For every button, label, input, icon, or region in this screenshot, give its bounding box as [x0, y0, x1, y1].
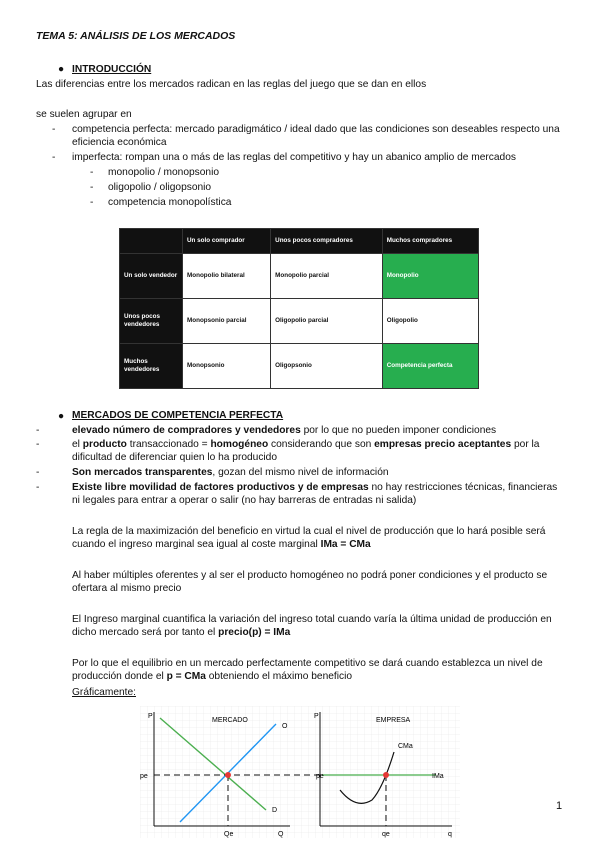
left-qe-label: Qe [224, 831, 234, 838]
section-heading-introduccion: INTRODUCCIÓN [72, 64, 152, 75]
table-row-header: Un solo vendedor [120, 254, 183, 299]
table-header-row [120, 229, 479, 254]
text: La regla de la maximización del beneficio en virtud la cual el nivel de producción que lo hará posible será cuando el ingreso marginal sea igual al coste marginal [72, 526, 546, 551]
page-title: TEMA 5: ANÁLISIS DE LOS MERCADOS [36, 30, 236, 42]
table-cell: Oligopsonio [271, 344, 383, 389]
table-cell: Monopsonio parcial [183, 299, 271, 344]
text: , gozan del mismo nivel de información [212, 467, 389, 478]
bold-text: elevado número de compradores y vendedores [72, 425, 301, 436]
table-header-cell: Unos pocos compradores [271, 229, 383, 254]
list-item [72, 438, 562, 465]
list-item: imperfecta: rompan una o más de las reglas del competitivo y hay un abanico amplio de mercados [72, 152, 516, 163]
table-row-header: Muchos vendedores [120, 344, 183, 389]
bold-text: precio(p) = IMa [218, 627, 291, 639]
list-item [72, 424, 562, 437]
table-header-cell [120, 229, 183, 254]
ima-label: IMa [432, 773, 444, 780]
text: obteniendo el máximo beneficio [205, 671, 353, 683]
list-dash: - [90, 197, 94, 208]
paragraph [72, 525, 552, 552]
cma-label: CMa [398, 743, 413, 750]
bold-text: Son mercados transparentes [72, 467, 213, 478]
list-dash: - [90, 167, 94, 178]
page-number: 1 [556, 800, 563, 812]
table-header-cell: Muchos compradores [382, 229, 478, 254]
firm-equilibrium-point [383, 772, 389, 778]
left-p-axis-label: P [148, 713, 153, 720]
intro-line: Las diferencias entre los mercados radican en las reglas del juego que se dan en ellos [36, 79, 427, 90]
list-item [72, 481, 562, 508]
paragraph: Al haber múltiples oferentes y al ser el producto homogéneo no podrá poner condiciones y el producto se ofertara al mismo precio [72, 570, 548, 595]
bold-text: Existe libre movilidad de factores productivos y de empresas [72, 482, 369, 493]
right-qe-label: qe [382, 831, 390, 838]
paragraph [72, 657, 552, 684]
table-row-header: Unos pocos vendedores [120, 299, 183, 344]
list-item: monopolio / monopsonio [108, 167, 220, 178]
table-cell-highlight: Competencia perfecta [382, 344, 478, 389]
left-pe-label: pe [140, 773, 148, 780]
bold-text: empresas precio aceptantes [374, 439, 512, 450]
bold-text: IMa = CMa [320, 539, 371, 551]
demand-label: D [272, 807, 278, 814]
equilibrium-figure [140, 706, 460, 838]
list-dash: - [36, 482, 40, 493]
table-row [120, 254, 479, 299]
table-row [120, 344, 479, 389]
grid-background [140, 706, 460, 838]
text: El Ingreso marginal cuantifica la variación del ingreso total cuando varía la última unidad de producción en dicho mercado será por tanto el [72, 614, 552, 639]
list-dash: - [52, 124, 56, 135]
text: no hay restricciones técnicas, financieras ni legales para entrar a operar o salir (no hay barreras de entradas ni salida) [72, 482, 558, 507]
right-panel-title: EMPRESA [376, 717, 411, 724]
list-dash: - [52, 152, 56, 163]
list-dash: - [36, 439, 40, 450]
table-cell: Monopolio bilateral [183, 254, 271, 299]
left-panel-title: MERCADO [212, 717, 248, 724]
text: Por lo que el equilibrio en un mercado perfectamente competitivo se dará cuando establezca un nivel de producción donde el [72, 658, 543, 683]
table-cell: Monopolio parcial [271, 254, 383, 299]
list-item [72, 466, 562, 479]
section-heading-competencia: MERCADOS DE COMPETENCIA PERFECTA [72, 410, 284, 421]
bold-text: producto [82, 439, 127, 450]
list-item: competencia perfecta: mercado paradigmático / ideal dado que las condiciones son deseables respecto una eficiencia económica [72, 124, 560, 149]
list-dash: - [90, 182, 94, 193]
text: transaccionado = [126, 439, 211, 450]
list-item: competencia monopolística [108, 197, 232, 208]
market-structure-table [119, 228, 479, 389]
list-dash: - [36, 425, 40, 436]
bullet-icon: ● [58, 64, 65, 75]
text: por la dificultad de diferenciar quien lo ha producido [72, 439, 540, 464]
table-cell: Monopsonio [183, 344, 271, 389]
right-p-axis-label: P [314, 713, 319, 720]
intro-line: se suelen agrupar en [36, 109, 132, 120]
table-header-cell: Un solo comprador [183, 229, 271, 254]
right-pe-label: pe [316, 773, 324, 780]
text: el [72, 439, 83, 450]
supply-label: O [282, 723, 288, 730]
paragraph [72, 613, 552, 640]
list-dash: - [36, 467, 40, 478]
table-cell: Oligopolio [382, 299, 478, 344]
left-q-label: Q [278, 831, 284, 838]
bullet-icon: ● [58, 411, 65, 422]
table-row [120, 299, 479, 344]
graph-caption: Gráficamente: [72, 687, 136, 698]
text: por lo que no pueden imponer condiciones [300, 425, 497, 436]
text: considerando que son [268, 439, 375, 450]
bold-text: homogéneo [210, 439, 269, 450]
table-cell: Oligopolio parcial [271, 299, 383, 344]
market-equilibrium-point [225, 772, 231, 778]
table-cell-highlight: Monopolio [382, 254, 478, 299]
list-item: oligopolio / oligopsonio [108, 182, 212, 193]
bold-text: p = CMa [166, 671, 206, 683]
right-q-label: q [448, 831, 452, 838]
